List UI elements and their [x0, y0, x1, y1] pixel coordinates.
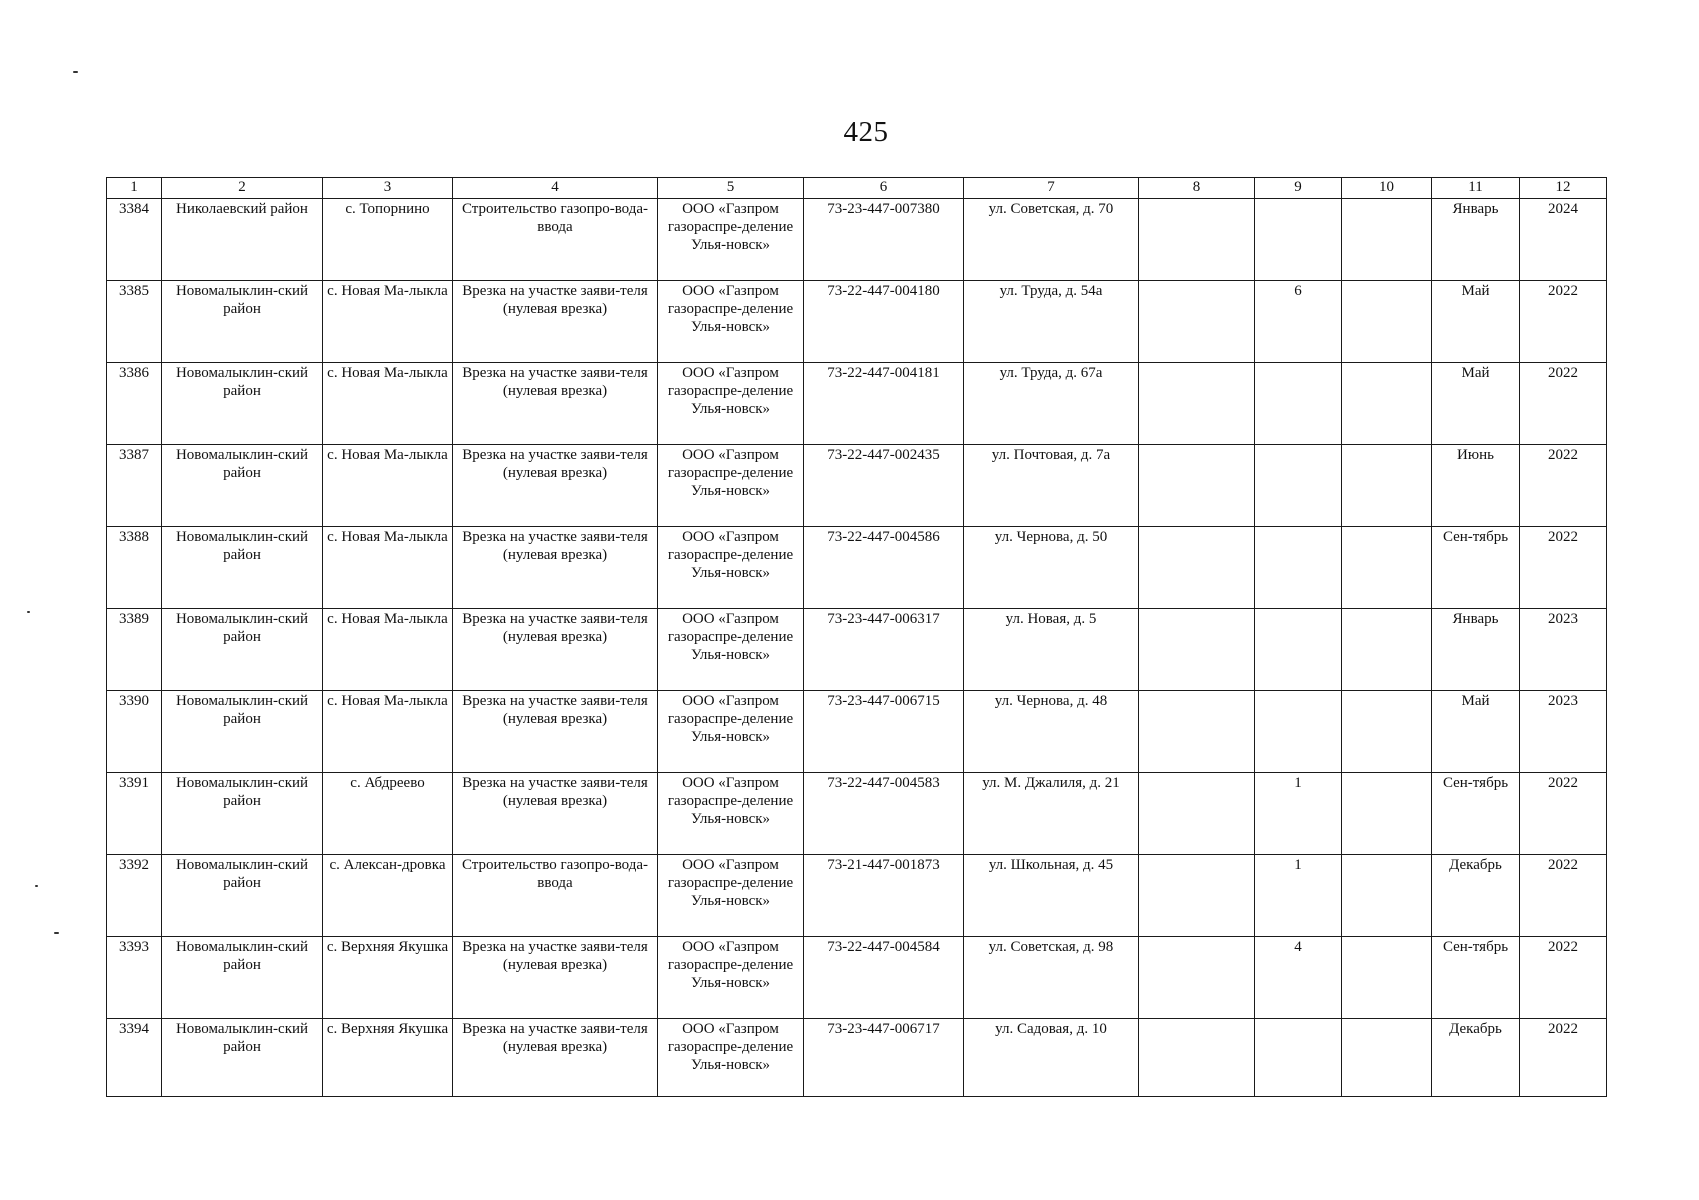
column-8-cell — [1139, 1019, 1255, 1097]
column-8-cell — [1139, 363, 1255, 445]
column-10-cell — [1342, 855, 1432, 937]
column-8-cell — [1139, 527, 1255, 609]
column-9-cell — [1255, 691, 1342, 773]
month-cell: Декабрь — [1432, 1019, 1520, 1097]
month-cell: Сен-тябрь — [1432, 527, 1520, 609]
month-cell: Сен-тябрь — [1432, 937, 1520, 1019]
settlement-cell: с. Новая Ма-лыкла — [323, 527, 453, 609]
column-9-cell: 4 — [1255, 937, 1342, 1019]
work-type-cell: Врезка на участке заяви-теля (нулевая врезка) — [453, 773, 658, 855]
column-header: 4 — [453, 178, 658, 199]
row-number: 3388 — [107, 527, 162, 609]
year-cell: 2022 — [1520, 1019, 1607, 1097]
column-number-row — [107, 178, 1607, 199]
address-cell: ул. Новая, д. 5 — [964, 609, 1139, 691]
month-cell: Декабрь — [1432, 855, 1520, 937]
column-8-cell — [1139, 281, 1255, 363]
address-cell: ул. Советская, д. 98 — [964, 937, 1139, 1019]
row-number: 3385 — [107, 281, 162, 363]
row-number: 3386 — [107, 363, 162, 445]
year-cell: 2022 — [1520, 281, 1607, 363]
application-code-cell: 73-22-447-004583 — [804, 773, 964, 855]
scan-speck — [35, 885, 38, 887]
settlement-cell: с. Топорнино — [323, 199, 453, 281]
year-cell: 2022 — [1520, 855, 1607, 937]
address-cell: ул. Труда, д. 54а — [964, 281, 1139, 363]
district-cell: Новомалыклин-ский район — [162, 281, 323, 363]
address-cell: ул. Садовая, д. 10 — [964, 1019, 1139, 1097]
column-header: 7 — [964, 178, 1139, 199]
month-cell: Май — [1432, 281, 1520, 363]
work-type-cell: Врезка на участке заяви-теля (нулевая врезка) — [453, 445, 658, 527]
year-cell: 2022 — [1520, 527, 1607, 609]
table-body — [107, 199, 1607, 1097]
column-9-cell: 6 — [1255, 281, 1342, 363]
row-number: 3389 — [107, 609, 162, 691]
district-cell: Новомалыклин-ский район — [162, 1019, 323, 1097]
application-code-cell: 73-22-447-004586 — [804, 527, 964, 609]
address-cell: ул. Чернова, д. 48 — [964, 691, 1139, 773]
year-cell: 2023 — [1520, 609, 1607, 691]
application-code-cell: 73-22-447-004584 — [804, 937, 964, 1019]
settlement-cell: с. Новая Ма-лыкла — [323, 691, 453, 773]
column-9-cell — [1255, 445, 1342, 527]
column-8-cell — [1139, 937, 1255, 1019]
month-cell: Май — [1432, 363, 1520, 445]
district-cell: Новомалыклин-ский район — [162, 445, 323, 527]
table-row — [107, 199, 1607, 281]
application-code-cell: 73-22-447-004180 — [804, 281, 964, 363]
district-cell: Новомалыклин-ский район — [162, 363, 323, 445]
column-10-cell — [1342, 773, 1432, 855]
table-row — [107, 363, 1607, 445]
column-header: 12 — [1520, 178, 1607, 199]
district-cell: Николаевский район — [162, 199, 323, 281]
column-9-cell — [1255, 1019, 1342, 1097]
settlement-cell: с. Алексан-дровка — [323, 855, 453, 937]
work-type-cell: Врезка на участке заяви-теля (нулевая врезка) — [453, 281, 658, 363]
column-10-cell — [1342, 609, 1432, 691]
year-cell: 2023 — [1520, 691, 1607, 773]
column-header: 9 — [1255, 178, 1342, 199]
year-cell: 2022 — [1520, 937, 1607, 1019]
application-code-cell: 73-23-447-007380 — [804, 199, 964, 281]
settlement-cell: с. Верхняя Якушка — [323, 937, 453, 1019]
table-row — [107, 445, 1607, 527]
organization-cell: ООО «Газпром газораспре-деление Улья-новск» — [658, 691, 804, 773]
application-code-cell: 73-22-447-004181 — [804, 363, 964, 445]
column-10-cell — [1342, 199, 1432, 281]
organization-cell: ООО «Газпром газораспре-деление Улья-новск» — [658, 937, 804, 1019]
month-cell: Сен-тябрь — [1432, 773, 1520, 855]
column-header: 1 — [107, 178, 162, 199]
district-cell: Новомалыклин-ский район — [162, 937, 323, 1019]
column-header: 5 — [658, 178, 804, 199]
settlement-cell: с. Новая Ма-лыкла — [323, 363, 453, 445]
organization-cell: ООО «Газпром газораспре-деление Улья-новск» — [658, 855, 804, 937]
application-code-cell: 73-23-447-006715 — [804, 691, 964, 773]
address-cell: ул. Чернова, д. 50 — [964, 527, 1139, 609]
column-10-cell — [1342, 445, 1432, 527]
address-cell: ул. Советская, д. 70 — [964, 199, 1139, 281]
column-8-cell — [1139, 855, 1255, 937]
address-cell: ул. Труда, д. 67а — [964, 363, 1139, 445]
organization-cell: ООО «Газпром газораспре-деление Улья-новск» — [658, 445, 804, 527]
column-header: 6 — [804, 178, 964, 199]
row-number: 3390 — [107, 691, 162, 773]
column-10-cell — [1342, 527, 1432, 609]
settlement-cell: с. Новая Ма-лыкла — [323, 281, 453, 363]
column-10-cell — [1342, 281, 1432, 363]
row-number: 3393 — [107, 937, 162, 1019]
column-header: 2 — [162, 178, 323, 199]
column-9-cell — [1255, 363, 1342, 445]
work-type-cell: Врезка на участке заяви-теля (нулевая врезка) — [453, 1019, 658, 1097]
month-cell: Январь — [1432, 609, 1520, 691]
district-cell: Новомалыклин-ский район — [162, 527, 323, 609]
table-row — [107, 691, 1607, 773]
organization-cell: ООО «Газпром газораспре-деление Улья-новск» — [658, 281, 804, 363]
row-number: 3392 — [107, 855, 162, 937]
column-9-cell — [1255, 609, 1342, 691]
table-row — [107, 281, 1607, 363]
application-code-cell: 73-23-447-006717 — [804, 1019, 964, 1097]
table-row — [107, 773, 1607, 855]
row-number: 3387 — [107, 445, 162, 527]
application-code-cell: 73-21-447-001873 — [804, 855, 964, 937]
column-header: 8 — [1139, 178, 1255, 199]
application-code-cell: 73-22-447-002435 — [804, 445, 964, 527]
column-8-cell — [1139, 691, 1255, 773]
column-9-cell — [1255, 527, 1342, 609]
settlement-cell: с. Верхняя Якушка — [323, 1019, 453, 1097]
address-cell: ул. Школьная, д. 45 — [964, 855, 1139, 937]
address-cell: ул. Почтовая, д. 7а — [964, 445, 1139, 527]
column-header: 10 — [1342, 178, 1432, 199]
work-type-cell: Врезка на участке заяви-теля (нулевая врезка) — [453, 363, 658, 445]
column-header: 3 — [323, 178, 453, 199]
settlement-cell: с. Новая Ма-лыкла — [323, 609, 453, 691]
year-cell: 2022 — [1520, 363, 1607, 445]
page-number: 425 — [843, 116, 889, 148]
organization-cell: ООО «Газпром газораспре-деление Улья-новск» — [658, 1019, 804, 1097]
application-code-cell: 73-23-447-006317 — [804, 609, 964, 691]
row-number: 3391 — [107, 773, 162, 855]
column-8-cell — [1139, 199, 1255, 281]
row-number: 3384 — [107, 199, 162, 281]
year-cell: 2022 — [1520, 773, 1607, 855]
table-row — [107, 609, 1607, 691]
table-row — [107, 937, 1607, 1019]
scan-speck — [54, 932, 59, 934]
settlement-cell: с. Новая Ма-лыкла — [323, 445, 453, 527]
work-type-cell: Врезка на участке заяви-теля (нулевая врезка) — [453, 609, 658, 691]
district-cell: Новомалыклин-ский район — [162, 609, 323, 691]
work-type-cell: Строительство газопро-вода-ввода — [453, 199, 658, 281]
row-number: 3394 — [107, 1019, 162, 1097]
table-row — [107, 527, 1607, 609]
column-8-cell — [1139, 773, 1255, 855]
column-10-cell — [1342, 363, 1432, 445]
column-10-cell — [1342, 937, 1432, 1019]
work-type-cell: Строительство газопро-вода-ввода — [453, 855, 658, 937]
column-8-cell — [1139, 609, 1255, 691]
column-9-cell — [1255, 199, 1342, 281]
column-8-cell — [1139, 445, 1255, 527]
district-cell: Новомалыклин-ский район — [162, 855, 323, 937]
district-cell: Новомалыклин-ский район — [162, 773, 323, 855]
settlement-cell: с. Абдреево — [323, 773, 453, 855]
organization-cell: ООО «Газпром газораспре-деление Улья-новск» — [658, 773, 804, 855]
scan-speck — [27, 611, 30, 613]
organization-cell: ООО «Газпром газораспре-деление Улья-новск» — [658, 609, 804, 691]
address-cell: ул. М. Джалиля, д. 21 — [964, 773, 1139, 855]
column-10-cell — [1342, 1019, 1432, 1097]
table-row — [107, 1019, 1607, 1097]
month-cell: Май — [1432, 691, 1520, 773]
register-table — [106, 177, 1607, 1097]
column-9-cell: 1 — [1255, 855, 1342, 937]
district-cell: Новомалыклин-ский район — [162, 691, 323, 773]
month-cell: Январь — [1432, 199, 1520, 281]
work-type-cell: Врезка на участке заяви-теля (нулевая врезка) — [453, 691, 658, 773]
column-10-cell — [1342, 691, 1432, 773]
column-header: 11 — [1432, 178, 1520, 199]
month-cell: Июнь — [1432, 445, 1520, 527]
organization-cell: ООО «Газпром газораспре-деление Улья-новск» — [658, 199, 804, 281]
year-cell: 2022 — [1520, 445, 1607, 527]
work-type-cell: Врезка на участке заяви-теля (нулевая врезка) — [453, 937, 658, 1019]
column-9-cell: 1 — [1255, 773, 1342, 855]
organization-cell: ООО «Газпром газораспре-деление Улья-новск» — [658, 363, 804, 445]
organization-cell: ООО «Газпром газораспре-деление Улья-новск» — [658, 527, 804, 609]
work-type-cell: Врезка на участке заяви-теля (нулевая врезка) — [453, 527, 658, 609]
year-cell: 2024 — [1520, 199, 1607, 281]
scan-speck — [73, 71, 78, 73]
table-row — [107, 855, 1607, 937]
